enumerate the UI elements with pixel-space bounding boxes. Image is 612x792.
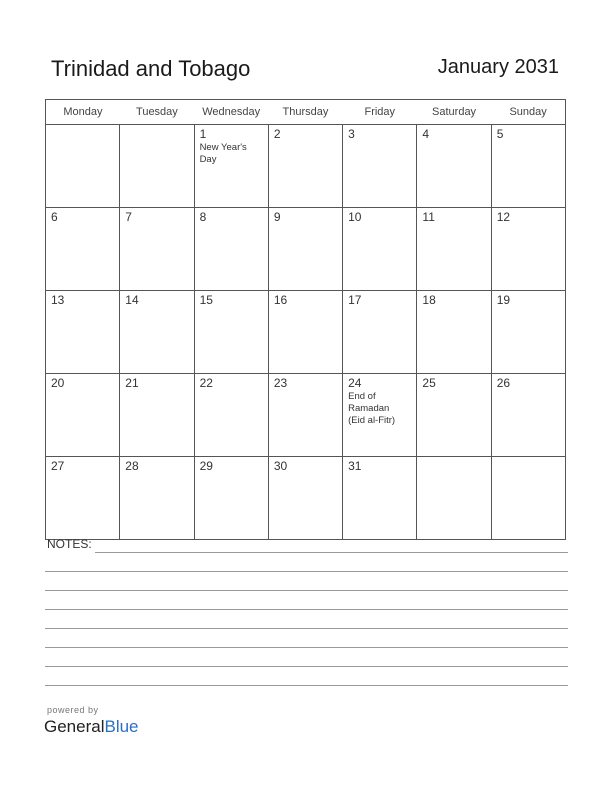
day-cell bbox=[417, 125, 491, 208]
notes-line bbox=[45, 685, 568, 686]
notes-line bbox=[45, 628, 568, 629]
day-cell bbox=[268, 125, 342, 208]
calendar-grid bbox=[45, 99, 566, 540]
day-cell bbox=[194, 291, 268, 374]
notes-line bbox=[45, 609, 568, 610]
holiday-label: End of Ramadan (Eid al-Fitr) bbox=[348, 391, 396, 426]
day-number: 4 bbox=[422, 127, 430, 141]
day-number: 11 bbox=[422, 210, 435, 224]
notes-line bbox=[95, 552, 568, 553]
powered-by-text: powered by bbox=[47, 705, 99, 715]
day-number: 26 bbox=[496, 376, 511, 390]
day-number: 28 bbox=[125, 459, 139, 473]
day-number: 12 bbox=[496, 210, 511, 224]
day-cell bbox=[491, 291, 565, 374]
day-number: 13 bbox=[51, 293, 65, 307]
day-cell bbox=[268, 208, 342, 291]
weekday-sunday: Sunday bbox=[491, 100, 565, 125]
brand-blue: Blue bbox=[104, 717, 139, 736]
day-number: 14 bbox=[125, 293, 139, 307]
day-cell bbox=[46, 208, 120, 291]
day-number: 27 bbox=[51, 459, 65, 473]
day-number: 6 bbox=[51, 210, 58, 224]
day-cell bbox=[46, 457, 120, 540]
weekday-header-row bbox=[46, 100, 566, 125]
day-cell bbox=[194, 208, 268, 291]
day-number: 25 bbox=[422, 376, 436, 390]
day-cell bbox=[268, 374, 342, 457]
day-cell bbox=[46, 374, 120, 457]
day-number: 24 bbox=[348, 376, 362, 390]
day-number: 1 bbox=[199, 127, 207, 141]
generalblue-logo bbox=[44, 717, 139, 737]
week-row bbox=[46, 374, 566, 457]
day-number: 20 bbox=[51, 376, 65, 390]
day-cell bbox=[194, 125, 268, 208]
day-cell bbox=[491, 125, 565, 208]
brand-general: General bbox=[44, 717, 105, 736]
notes-line bbox=[45, 647, 568, 648]
week-row bbox=[46, 208, 566, 291]
day-cell bbox=[46, 125, 120, 208]
day-number: 17 bbox=[348, 293, 362, 307]
day-cell bbox=[194, 374, 268, 457]
day-number: 29 bbox=[199, 459, 213, 473]
weekday-tuesday: Tuesday bbox=[120, 100, 194, 125]
country-title: Trinidad and Tobago bbox=[51, 56, 251, 81]
day-cell bbox=[491, 208, 565, 291]
day-number: 22 bbox=[199, 376, 213, 390]
weekday-wednesday: Wednesday bbox=[194, 100, 268, 125]
weekday-thursday: Thursday bbox=[268, 100, 342, 125]
day-cell bbox=[343, 208, 417, 291]
notes-label: NOTES: bbox=[47, 537, 92, 551]
day-number: 9 bbox=[273, 210, 281, 224]
day-number: 18 bbox=[422, 293, 436, 307]
day-number: 21 bbox=[125, 376, 139, 390]
day-number: 3 bbox=[348, 127, 355, 141]
week-row bbox=[46, 457, 566, 540]
day-cell bbox=[343, 374, 417, 457]
day-number: 19 bbox=[496, 293, 511, 307]
day-cell bbox=[417, 208, 491, 291]
holiday-label: New Year's Day bbox=[199, 142, 247, 165]
day-cell bbox=[491, 374, 565, 457]
day-cell bbox=[268, 457, 342, 540]
day-cell bbox=[417, 374, 491, 457]
day-number: 23 bbox=[273, 376, 288, 390]
day-number: 7 bbox=[125, 210, 132, 224]
day-number: 10 bbox=[348, 210, 362, 224]
month-title: January 2031 bbox=[437, 56, 559, 78]
day-number: 30 bbox=[273, 459, 288, 473]
notes-line bbox=[45, 666, 568, 667]
day-number: 15 bbox=[199, 293, 213, 307]
week-row bbox=[46, 291, 566, 374]
notes-line bbox=[45, 571, 568, 572]
day-cell bbox=[417, 291, 491, 374]
day-cell bbox=[120, 457, 194, 540]
day-cell bbox=[120, 125, 194, 208]
day-cell bbox=[491, 457, 565, 540]
day-number: 5 bbox=[496, 127, 504, 141]
day-number: 16 bbox=[273, 293, 288, 307]
day-cell bbox=[417, 457, 491, 540]
weekday-saturday: Saturday bbox=[417, 100, 491, 125]
day-cell bbox=[120, 291, 194, 374]
day-cell bbox=[268, 291, 342, 374]
day-cell bbox=[343, 125, 417, 208]
weekday-monday: Monday bbox=[46, 100, 120, 125]
day-cell bbox=[46, 291, 120, 374]
day-cell bbox=[120, 374, 194, 457]
day-cell bbox=[194, 457, 268, 540]
day-number: 8 bbox=[199, 210, 207, 224]
day-number: 31 bbox=[348, 459, 362, 473]
day-cell bbox=[343, 457, 417, 540]
day-number: 2 bbox=[273, 127, 281, 141]
week-row bbox=[46, 125, 566, 208]
weekday-friday: Friday bbox=[343, 100, 417, 125]
notes-line bbox=[45, 590, 568, 591]
day-cell bbox=[343, 291, 417, 374]
day-cell bbox=[120, 208, 194, 291]
